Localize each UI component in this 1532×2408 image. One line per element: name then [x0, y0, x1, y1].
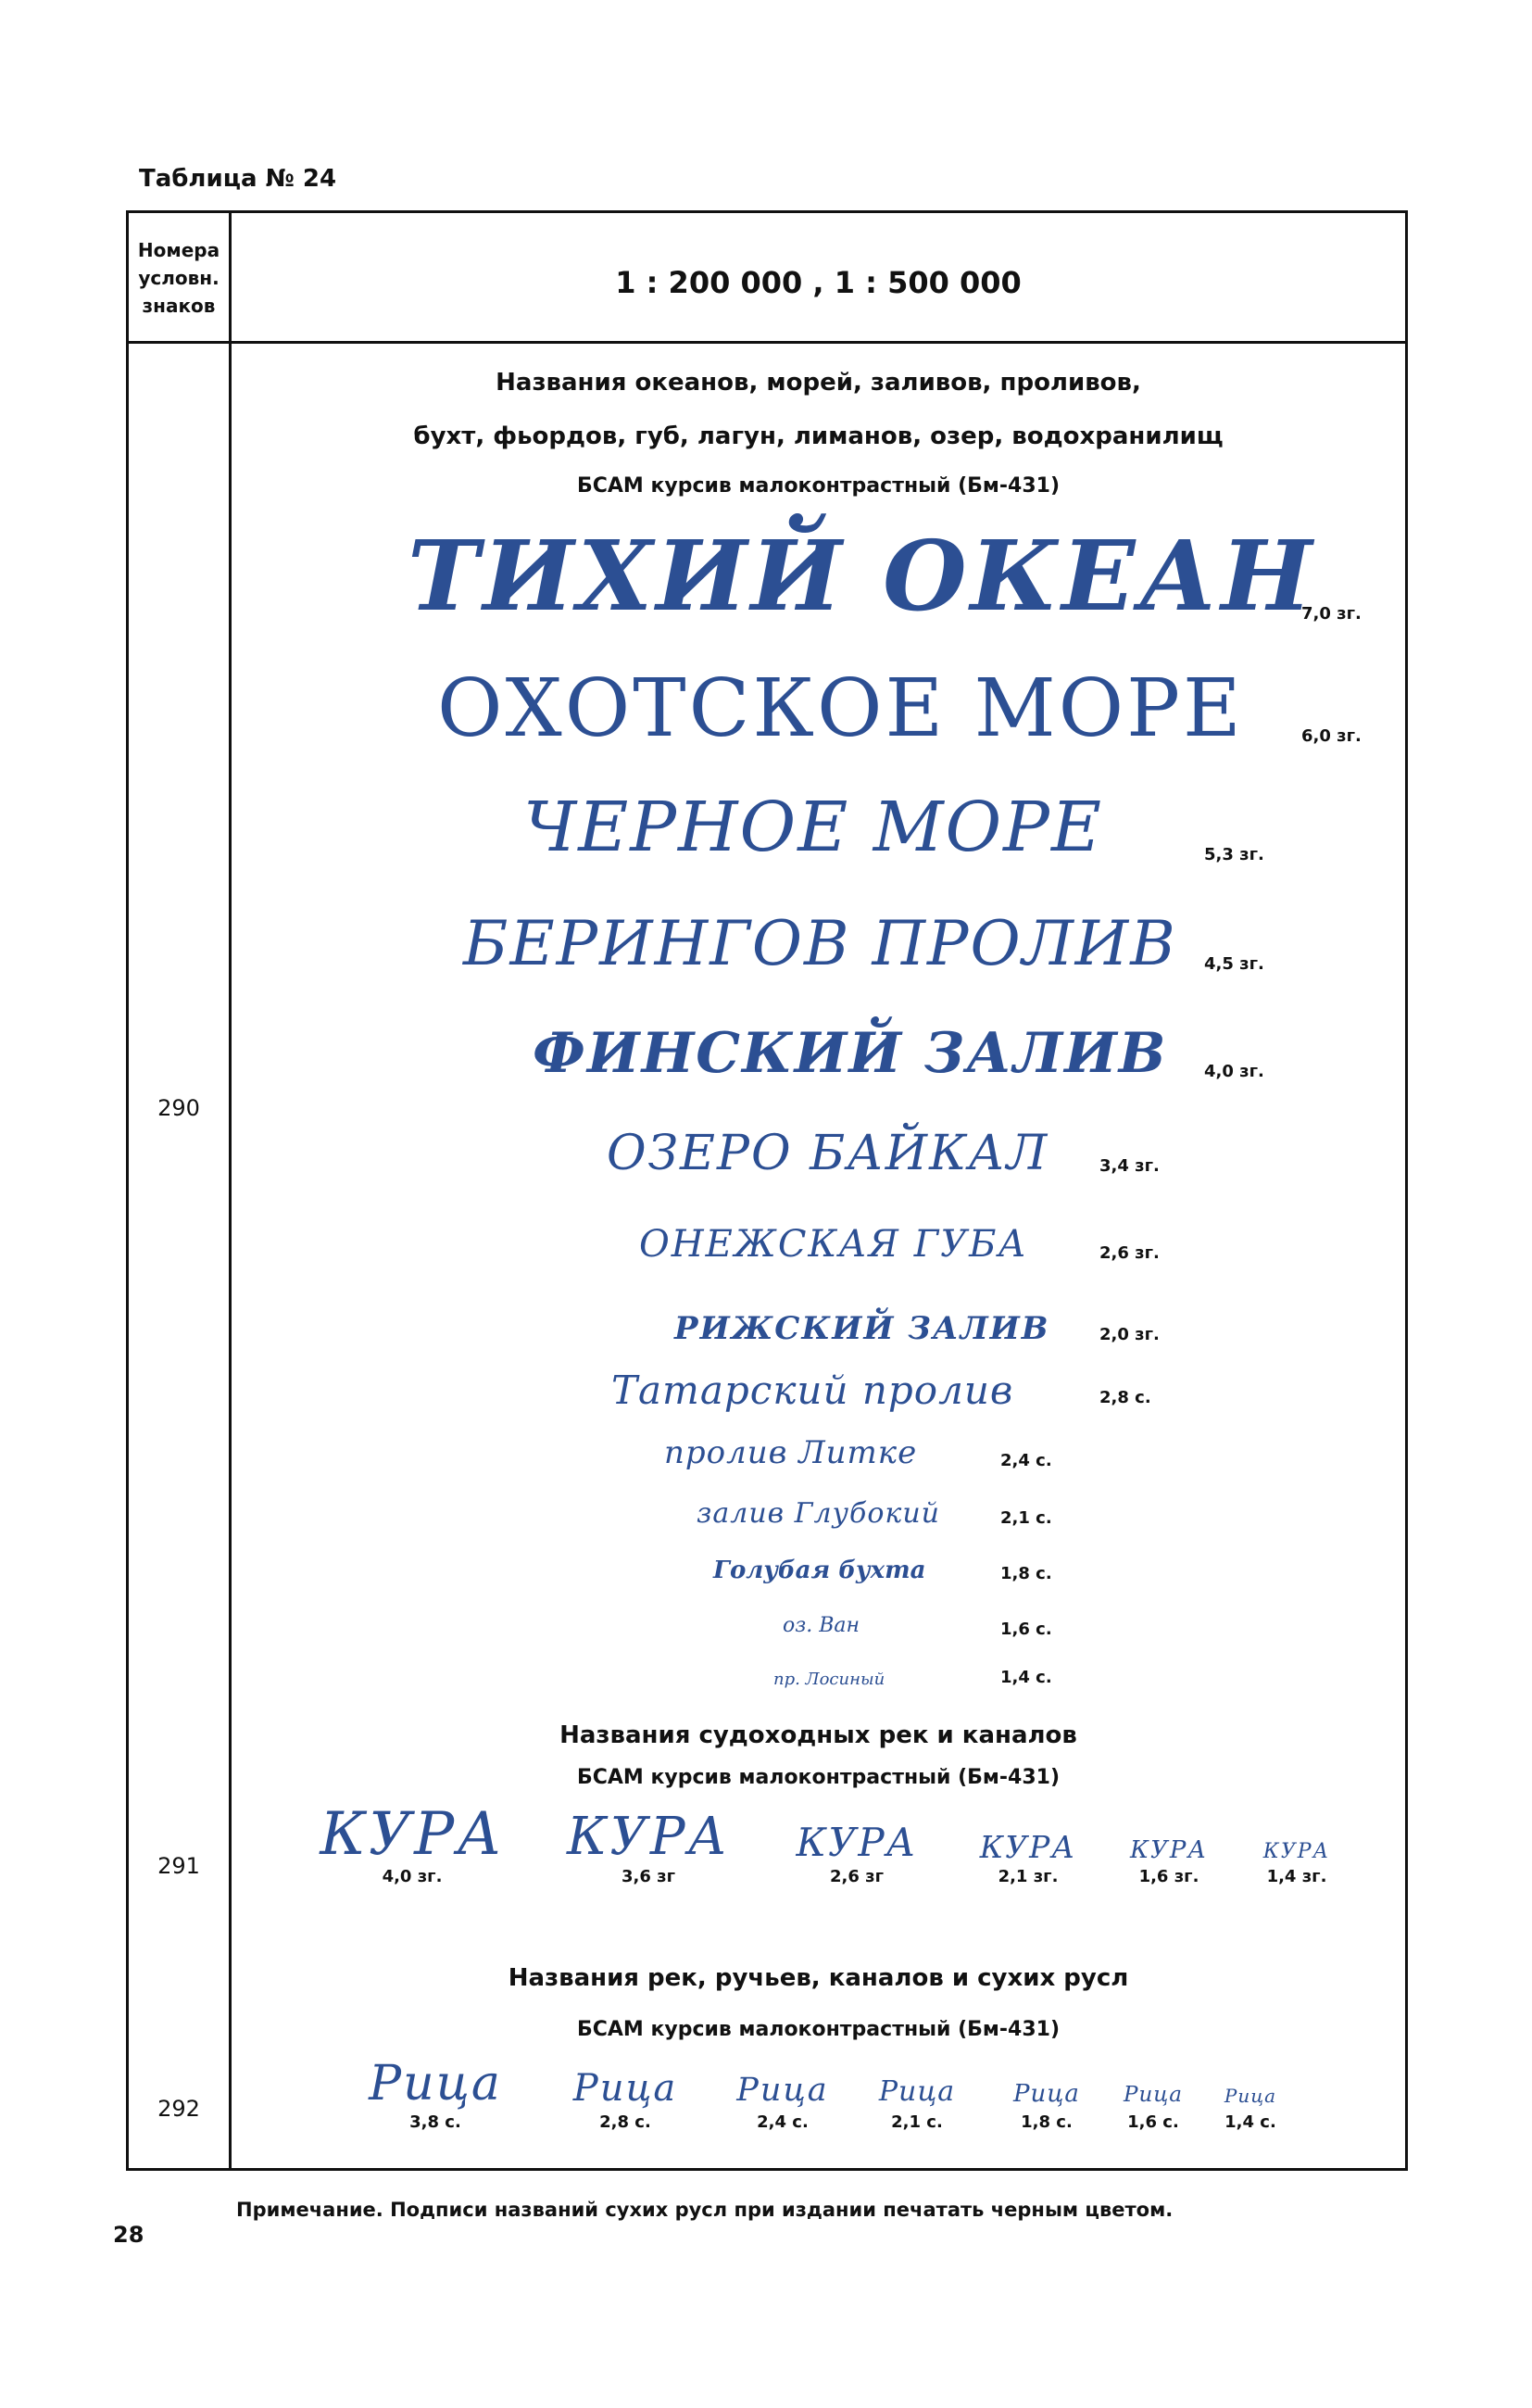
- section-290-heading-1: Названия океанов, морей, заливов, проливов,: [496, 369, 1141, 397]
- sample-size: 2,0 зг.: [1099, 1325, 1160, 1344]
- sample-text: ОЗЕРО БАЙКАЛ: [607, 1126, 1049, 1181]
- footnote: Примечание. Подписи названий сухих русл при издании печатать черным цветом.: [236, 2199, 1174, 2221]
- section-292-font-name: БСАМ курсив малоконтрастный (Бм-431): [576, 2018, 1061, 2041]
- sample-text: Рица: [1013, 2080, 1080, 2108]
- header-line: Номера: [137, 239, 220, 261]
- sample-size: 1,4 с.: [1000, 1668, 1052, 1687]
- sample-group: [783, 1819, 931, 1886]
- sample-size: 1,4 с.: [1224, 2112, 1276, 2132]
- sample-group: [1107, 2077, 1199, 2132]
- sign-number-291: 291: [157, 1853, 200, 1879]
- sample-size: 1,8 с.: [1000, 1564, 1052, 1583]
- sample-size: 1,6 зг.: [1138, 1867, 1199, 1886]
- sample-text: КУРА: [567, 1807, 730, 1867]
- sample-size: 4,5 зг.: [1204, 954, 1264, 974]
- sample-text: ТИХИЙ ОКЕАН: [408, 519, 1316, 633]
- sample-text: ФИНСКИЙ ЗАЛИВ: [533, 1021, 1168, 1086]
- sample-size: 1,6 с.: [1127, 2112, 1179, 2132]
- sample-text: оз. Ван: [783, 1614, 860, 1637]
- sample-size: 2,6 зг: [829, 1867, 885, 1886]
- sample-group: [556, 1807, 741, 1886]
- header-divider: [126, 341, 1408, 344]
- sample-group: [556, 2064, 695, 2132]
- sample-group: [861, 2072, 973, 2132]
- sample-size: 2,1 зг.: [998, 1867, 1059, 1886]
- section-291-heading: Названия судоходных рек и каналов: [559, 1721, 1077, 1749]
- sign-number-290: 290: [157, 1095, 200, 1121]
- sample-text: Рица: [572, 2067, 678, 2110]
- sample-text: Рица: [1123, 2083, 1184, 2107]
- header-line: знаков: [142, 295, 216, 317]
- sample-text: КУРА: [796, 1820, 918, 1865]
- sample-size: 4,0 зг.: [1204, 1062, 1264, 1081]
- sample-size: 3,4 зг.: [1099, 1156, 1160, 1176]
- sample-size: 7,0 зг.: [1301, 604, 1362, 624]
- section-291-font-name: БСАМ курсив малоконтрастный (Бм-431): [576, 1766, 1061, 1789]
- header-scale: 1 : 200 000 , 1 : 500 000: [615, 265, 1022, 300]
- sample-text: Татарский пролив: [611, 1368, 1014, 1413]
- sample-text: КУРА: [320, 1800, 505, 1869]
- sample-size: 2,1 с.: [891, 2112, 943, 2132]
- sample-group: [1118, 1834, 1220, 1886]
- section-290-heading-2: бухт, фьордов, губ, лагун, лиманов, озер, водохранилищ: [413, 422, 1224, 450]
- sample-size: 2,6 зг.: [1099, 1243, 1160, 1263]
- sample-size: 1,4 зг.: [1266, 1867, 1327, 1886]
- section-290-font-name: БСАМ курсив малоконтрастный (Бм-431): [576, 474, 1061, 498]
- sample-group: [352, 2055, 519, 2132]
- table-title: Таблица № 24: [139, 165, 337, 193]
- sample-group: [722, 2068, 843, 2132]
- sample-size: 2,4 с.: [1000, 1451, 1052, 1470]
- sample-text: БЕРИНГОВ ПРОЛИВ: [463, 908, 1177, 979]
- page-number: 28: [113, 2222, 144, 2248]
- sample-size: 2,4 с.: [757, 2112, 809, 2132]
- sample-text: Рица: [369, 2056, 502, 2112]
- sample-text: ОНЕЖСКАЯ ГУБА: [639, 1223, 1028, 1266]
- sample-text: Рица: [736, 2072, 829, 2109]
- header-number-column: [129, 236, 229, 320]
- sample-size: 1,8 с.: [1021, 2112, 1073, 2132]
- sample-text: КУРА: [979, 1829, 1077, 1865]
- sample-size: 6,0 зг.: [1301, 726, 1362, 746]
- sample-text: КУРА: [1262, 1840, 1331, 1863]
- sample-text: ОХОТСКОЕ МОРЕ: [437, 662, 1244, 755]
- sample-text: Голубая бухта: [713, 1557, 926, 1584]
- sample-size: 2,1 с.: [1000, 1508, 1052, 1528]
- sample-size: 1,6 с.: [1000, 1620, 1052, 1639]
- sample-text: пролив Литке: [664, 1434, 918, 1471]
- sample-text: КУРА: [1129, 1836, 1209, 1864]
- sample-group: [1250, 1837, 1343, 1886]
- sign-number-292: 292: [157, 2096, 200, 2122]
- sample-size: 3,8 с.: [409, 2112, 461, 2132]
- sample-text: Рица: [1224, 2085, 1277, 2107]
- sample-text: ЧЕРНОЕ МОРЕ: [523, 788, 1103, 867]
- sample-text: пр. Лосиный: [773, 1670, 885, 1689]
- header-line: условн.: [138, 267, 220, 289]
- sample-text: РИЖСКИЙ ЗАЛИВ: [674, 1310, 1050, 1347]
- sample-text: залив Глубокий: [697, 1497, 940, 1530]
- sample-text: Рица: [878, 2075, 956, 2108]
- sample-size: 2,8 с.: [1099, 1388, 1151, 1407]
- sample-size: 4,0 зг.: [382, 1867, 443, 1886]
- sample-size: 2,8 с.: [599, 2112, 651, 2132]
- sample-group: [996, 2075, 1098, 2132]
- sample-group: [306, 1802, 519, 1886]
- column-divider: [229, 210, 232, 2171]
- section-292-heading: Названия рек, ручьев, каналов и сухих русл: [508, 1964, 1129, 1992]
- sample-group: [1204, 2079, 1297, 2132]
- sample-group: [968, 1827, 1088, 1886]
- sample-size: 5,3 зг.: [1204, 845, 1264, 864]
- sample-size: 3,6 зг: [621, 1867, 676, 1886]
